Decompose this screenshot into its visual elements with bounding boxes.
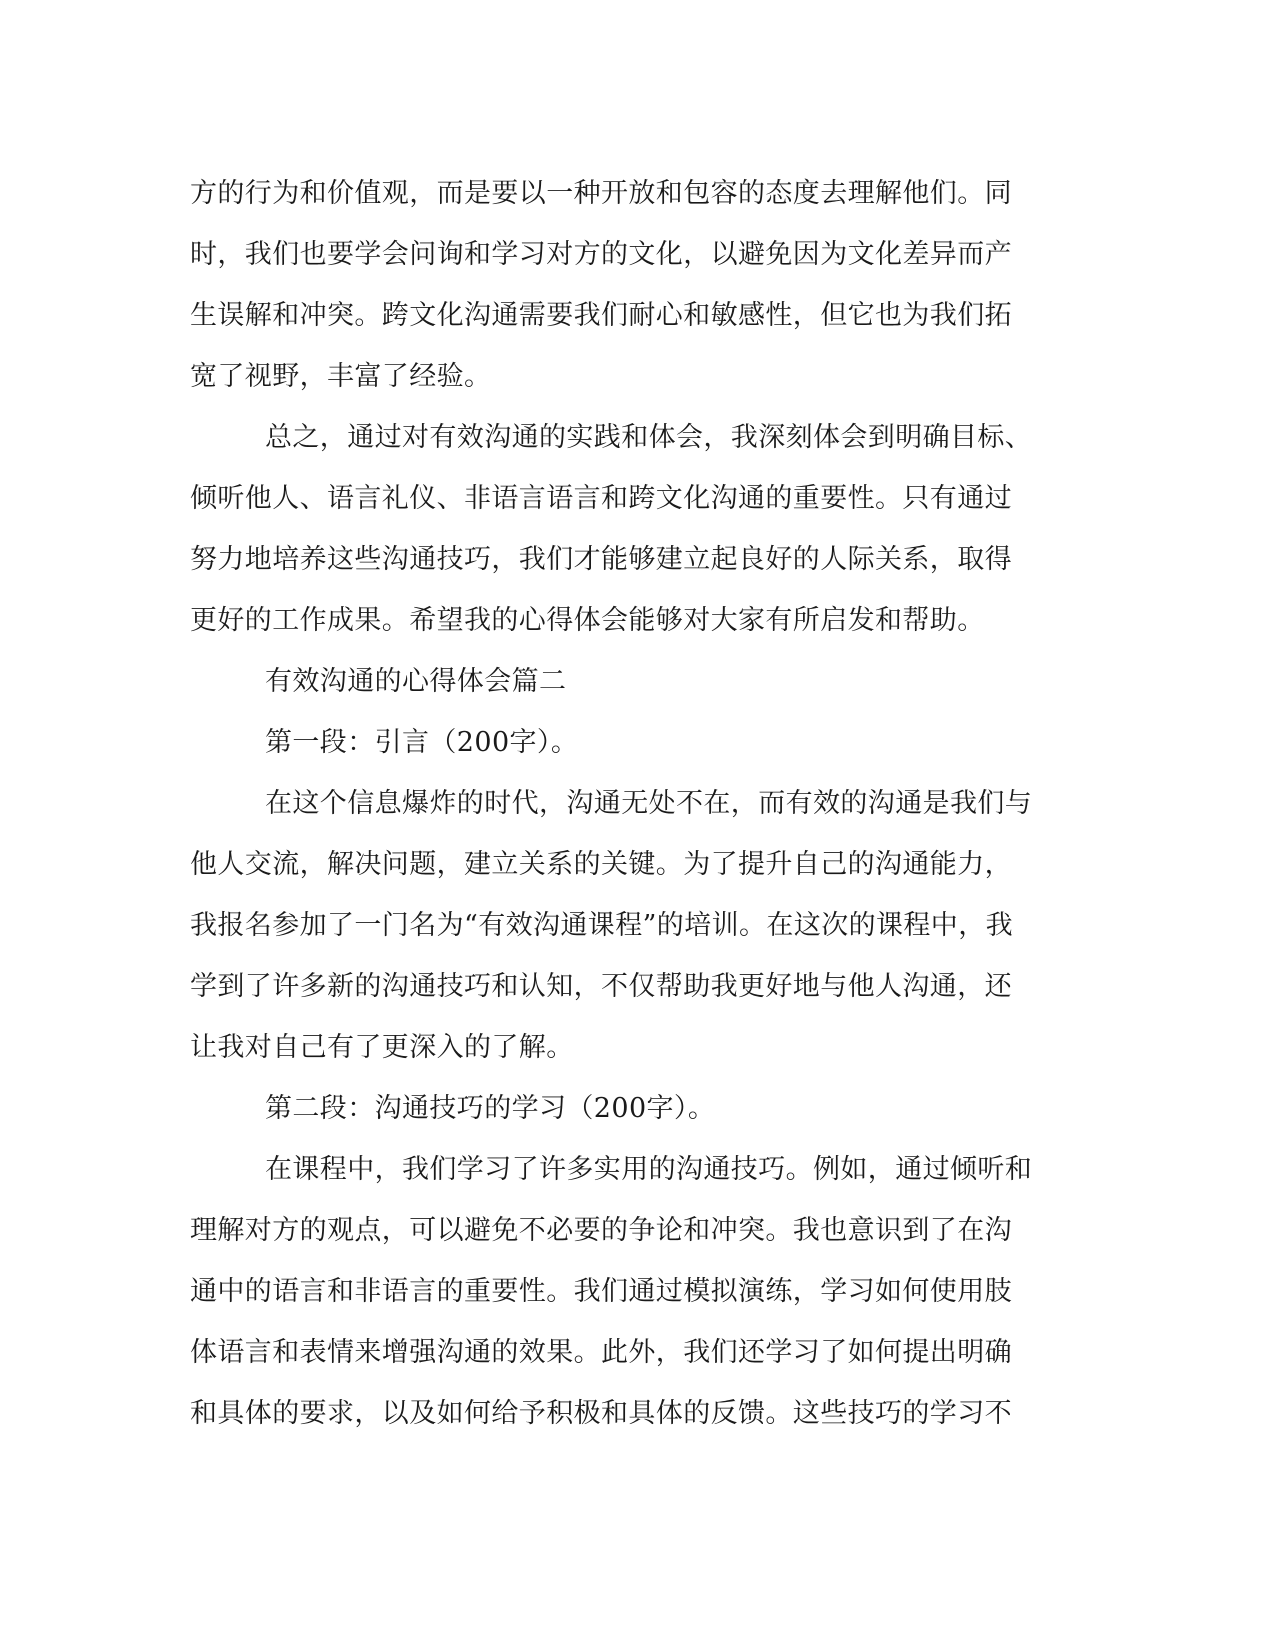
paragraph-line: 我报名参加了一门名为“有效沟通课程”的培训。在这次的课程中，我 — [190, 910, 1014, 941]
paragraph-line: 体语言和表情来增强沟通的效果。此外，我们还学习了如何提出明确 — [190, 1337, 1012, 1368]
section-title: 有效沟通的心得体会篇二 — [265, 666, 567, 697]
paragraph-line: 通中的语言和非语言的重要性。我们通过模拟演练，学习如何使用肢 — [190, 1276, 1012, 1307]
document-body — [190, 163, 1075, 1444]
paragraph-line: 努力地培养这些沟通技巧，我们才能够建立起良好的人际关系，取得 — [190, 544, 1012, 575]
section-heading: 第二段：沟通技巧的学习（200字）。 — [265, 1093, 716, 1124]
paragraph-line: 方的行为和价值观，而是要以一种开放和包容的态度去理解他们。同 — [190, 178, 1012, 209]
paragraph-line: 时，我们也要学会问询和学习对方的文化，以避免因为文化差异而产 — [190, 239, 1012, 270]
paragraph-line: 理解对方的观点，可以避免不必要的争论和冲突。我也意识到了在沟 — [190, 1215, 1012, 1246]
paragraph-line: 总之，通过对有效沟通的实践和体会，我深刻体会到明确目标、 — [265, 422, 1033, 453]
paragraph-line: 学到了许多新的沟通技巧和认知，不仅帮助我更好地与他人沟通，还 — [190, 971, 1012, 1002]
paragraph-line: 在课程中，我们学习了许多实用的沟通技巧。例如，通过倾听和 — [265, 1154, 1033, 1185]
paragraph-line: 在这个信息爆炸的时代，沟通无处不在，而有效的沟通是我们与 — [265, 788, 1033, 819]
section-heading: 第一段：引言（200字）。 — [265, 727, 579, 758]
paragraph-line: 更好的工作成果。希望我的心得体会能够对大家有所启发和帮助。 — [190, 605, 985, 636]
paragraph-line: 倾听他人、语言礼仪、非语言语言和跨文化沟通的重要性。只有通过 — [190, 483, 1012, 514]
paragraph-line: 宽了视野，丰富了经验。 — [190, 361, 492, 392]
paragraph-line: 让我对自己有了更深入的了解。 — [190, 1032, 574, 1063]
paragraph-line: 生误解和冲突。跨文化沟通需要我们耐心和敏感性，但它也为我们拓 — [190, 300, 1012, 331]
paragraph-line: 和具体的要求，以及如何给予积极和具体的反馈。这些技巧的学习不 — [190, 1398, 1012, 1429]
paragraph-line: 他人交流，解决问题，建立关系的关键。为了提升自己的沟通能力， — [190, 849, 1012, 880]
